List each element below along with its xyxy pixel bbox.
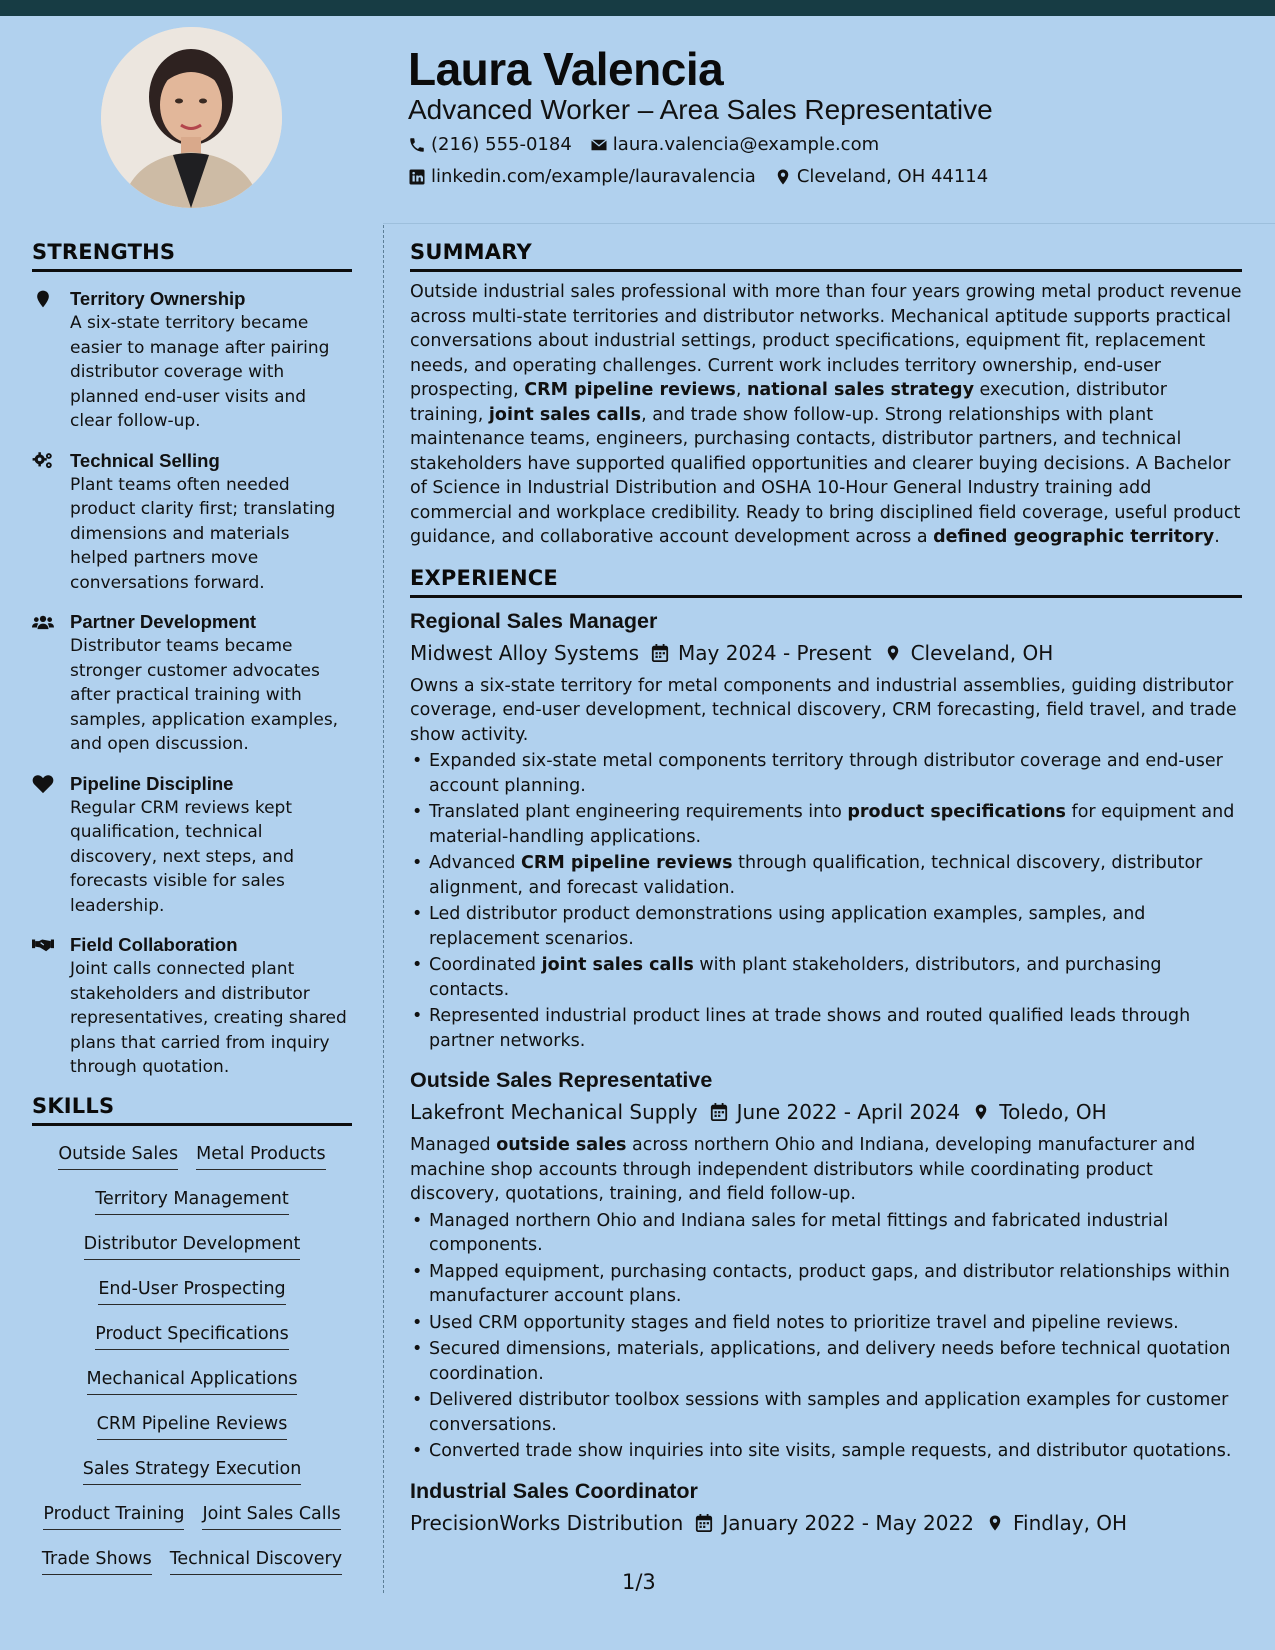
linkedin-icon [408,168,426,186]
skill-tag: Distributor Development [84,1232,301,1260]
map-pin-icon [32,289,54,309]
strengths-heading: STRENGTHS [32,240,352,272]
bullet-item: • Expanded six-state metal components territory through distributor coverage and end-user account planning. [410,749,1242,798]
skill-tag: Product Training [43,1502,184,1530]
skill-tag: Sales Strategy Execution [83,1457,302,1485]
strength-item [32,932,352,1080]
linkedin-text: linkedin.com/example/lauravalencia [431,166,756,187]
strength-text: A six-state territory became easier to manage after pairing distributor coverage with planned end-user visits and clear follow-up. [70,313,330,431]
job-title: Regional Sales Manager [410,608,658,633]
bullet-item: • Secured dimensions, materials, applications, and delivery needs before technical quotation coordination. [410,1337,1242,1386]
contact-row-1 [408,134,879,155]
strength-title: Technical Selling [70,449,220,471]
job-company: Midwest Alloy Systems [410,640,640,665]
skill-tag: CRM Pipeline Reviews [97,1412,288,1440]
phone-text: (216) 555-0184 [431,134,572,155]
skills-list [32,1142,352,1592]
job-bullets [410,749,1242,1053]
job-meta [410,1097,1242,1127]
strength-title: Partner Development [70,611,257,632]
bullet-item: • Used CRM opportunity stages and field notes to prioritize travel and pipeline reviews. [410,1311,1242,1336]
map-pin-icon [774,168,792,186]
calendar-icon [695,1513,713,1533]
summary-text: Outside industrial sales professional with more than four years growing metal product revenue across multi-state territories and distributor networks. Mechanical aptitude supports practical conversations about industrial settings, product specifications, equipment fit, replacement needs, and operating challenges. Current work includes territory ownership, end-user prospecting, CRM pipeline reviews, national sales strategy execution, distributor training, joint sales calls, and trade show follow-up. Strong relationships with plant maintenance teams, engineers, purchasing contacts, distributor partners, and technical stakeholders have supported qualified opportunities and clearer buying decisions. A Bachelor of Science in Industrial Distribution and OSHA 10-Hour General Industry training add commercial and workplace credibility. Ready to bring disciplined field coverage, useful product guidance, and collaborative account development across a defined geographic territory. [410,282,1242,547]
header-divider [383,223,1275,224]
contact-linkedin[interactable] [408,166,756,187]
heart-icon [32,774,54,794]
bullet-item: • Converted trade show inquiries into site visits, sample requests, and distributor quotations. [410,1439,1242,1464]
strength-text: Regular CRM reviews kept qualification, technical discovery, next steps, and forecasts visible for sales leadership. [70,797,294,916]
job-dates: January 2022 - May 2022 [722,1510,974,1535]
job-bullets [410,1209,1242,1464]
map-pin-icon [884,643,902,663]
strength-item [32,771,352,919]
skill-tag: Outside Sales [58,1142,178,1170]
strengths-list [32,286,352,1080]
experience-heading: EXPERIENCE [410,566,1242,598]
job-meta [410,1508,1242,1538]
candidate-headline: Advanced Worker – Area Sales Representative [408,94,993,125]
right-column [410,240,1242,1538]
handshake-icon [32,935,54,955]
job-title: Outside Sales Representative [410,1068,713,1092]
contact-email[interactable] [590,134,879,155]
email-text: laura.valencia@example.com [612,134,880,155]
gears-icon [32,451,54,471]
job-description: Owns a six-state territory for metal components and industrial assemblies, guiding distributor coverage, end-user development, technical discovery, CRM forecasting, field travel, and trade show activity. [410,675,1237,745]
job-company: Lakefront Mechanical Supply [410,1100,698,1124]
summary-heading: SUMMARY [410,240,1242,272]
skill-tag: Mechanical Applications [87,1367,298,1395]
strength-title: Pipeline Discipline [70,772,234,794]
strength-title: Territory Ownership [70,288,246,309]
job-dates: May 2024 - Present [678,640,872,665]
bullet-item: • Led distributor product demonstrations using application examples, samples, and replacement scenarios. [410,902,1242,951]
bullet-item: • Advanced CRM pipeline reviews through qualification, technical discovery, distributor alignment, and forecast validation. [410,851,1242,900]
contact-location [774,166,988,187]
strength-text: Plant teams often needed product clarity first; translating dimensions and materials helped partners move conversations forward. [70,474,336,593]
job-entry [410,1065,1242,1464]
envelope-icon [590,136,608,154]
strength-text: Joint calls connected plant stakeholders and distributor representatives, creating shared plans that carried from inquiry through quotation. [70,959,347,1077]
job-title: Industrial Sales Coordinator [410,1478,698,1503]
phone-icon [408,136,426,154]
strength-item [32,609,352,757]
job-entry [410,606,1242,1054]
job-company: PrecisionWorks Distribution [410,1510,684,1535]
profile-photo [101,27,282,208]
strength-text: Distributor teams became stronger customer advocates after practical training with samples, application examples, and open discussion. [70,636,339,754]
skill-tag: Territory Management [95,1187,288,1215]
skill-tag: Technical Discovery [170,1547,342,1575]
left-column [32,240,352,1592]
bullet-item: • Coordinated joint sales calls with plant stakeholders, distributors, and purchasing contacts. [410,953,1242,1002]
skill-tag: Metal Products [196,1142,325,1170]
skill-tag: Product Specifications [95,1322,288,1350]
job-location: Toledo, OH [999,1100,1107,1124]
calendar-icon [651,643,669,663]
bullet-item: • Managed northern Ohio and Indiana sales for metal fittings and fabricated industrial components. [410,1209,1242,1258]
job-location: Cleveland, OH [910,640,1054,665]
calendar-icon [710,1102,728,1122]
job-entry [410,1476,1242,1538]
job-description: Managed outside sales across northern Ohio and Indiana, developing manufacturer and machine shop accounts through independent distributors while coordinating product discovery, quotations, training, and field follow-up. [410,1135,1196,1204]
strength-item [32,286,352,434]
map-pin-icon [986,1513,1004,1533]
skill-tag: Trade Shows [42,1547,152,1575]
bullet-item: • Delivered distributor toolbox sessions with samples and application examples for customer conversations. [410,1388,1242,1437]
skill-tag: End-User Prospecting [98,1277,285,1305]
bullet-item: • Mapped equipment, purchasing contacts, product gaps, and distributor relationships within manufacturer account plans. [410,1260,1242,1309]
map-pin-icon [972,1102,990,1122]
candidate-name: Laura Valencia [408,43,724,95]
page-number: 1/3 [622,1570,656,1594]
job-meta [410,638,1242,668]
job-location: Findlay, OH [1012,1510,1128,1535]
skills-heading: SKILLS [32,1094,352,1126]
job-dates: June 2022 - April 2024 [736,1100,961,1124]
bullet-item: • Represented industrial product lines at trade shows and routed qualified leads through partner networks. [410,1004,1242,1053]
contact-phone[interactable] [408,134,572,155]
skill-tag: Joint Sales Calls [202,1502,340,1530]
contact-row-2 [408,166,988,187]
strength-title: Field Collaboration [70,934,238,955]
location-text: Cleveland, OH 44114 [796,166,989,187]
column-divider [383,225,384,1593]
bullet-item: • Translated plant engineering requirements into product specifications for equipment and material-handling applications. [410,800,1242,849]
users-icon [32,612,54,632]
top-bar [0,0,1275,16]
strength-item [32,448,352,596]
